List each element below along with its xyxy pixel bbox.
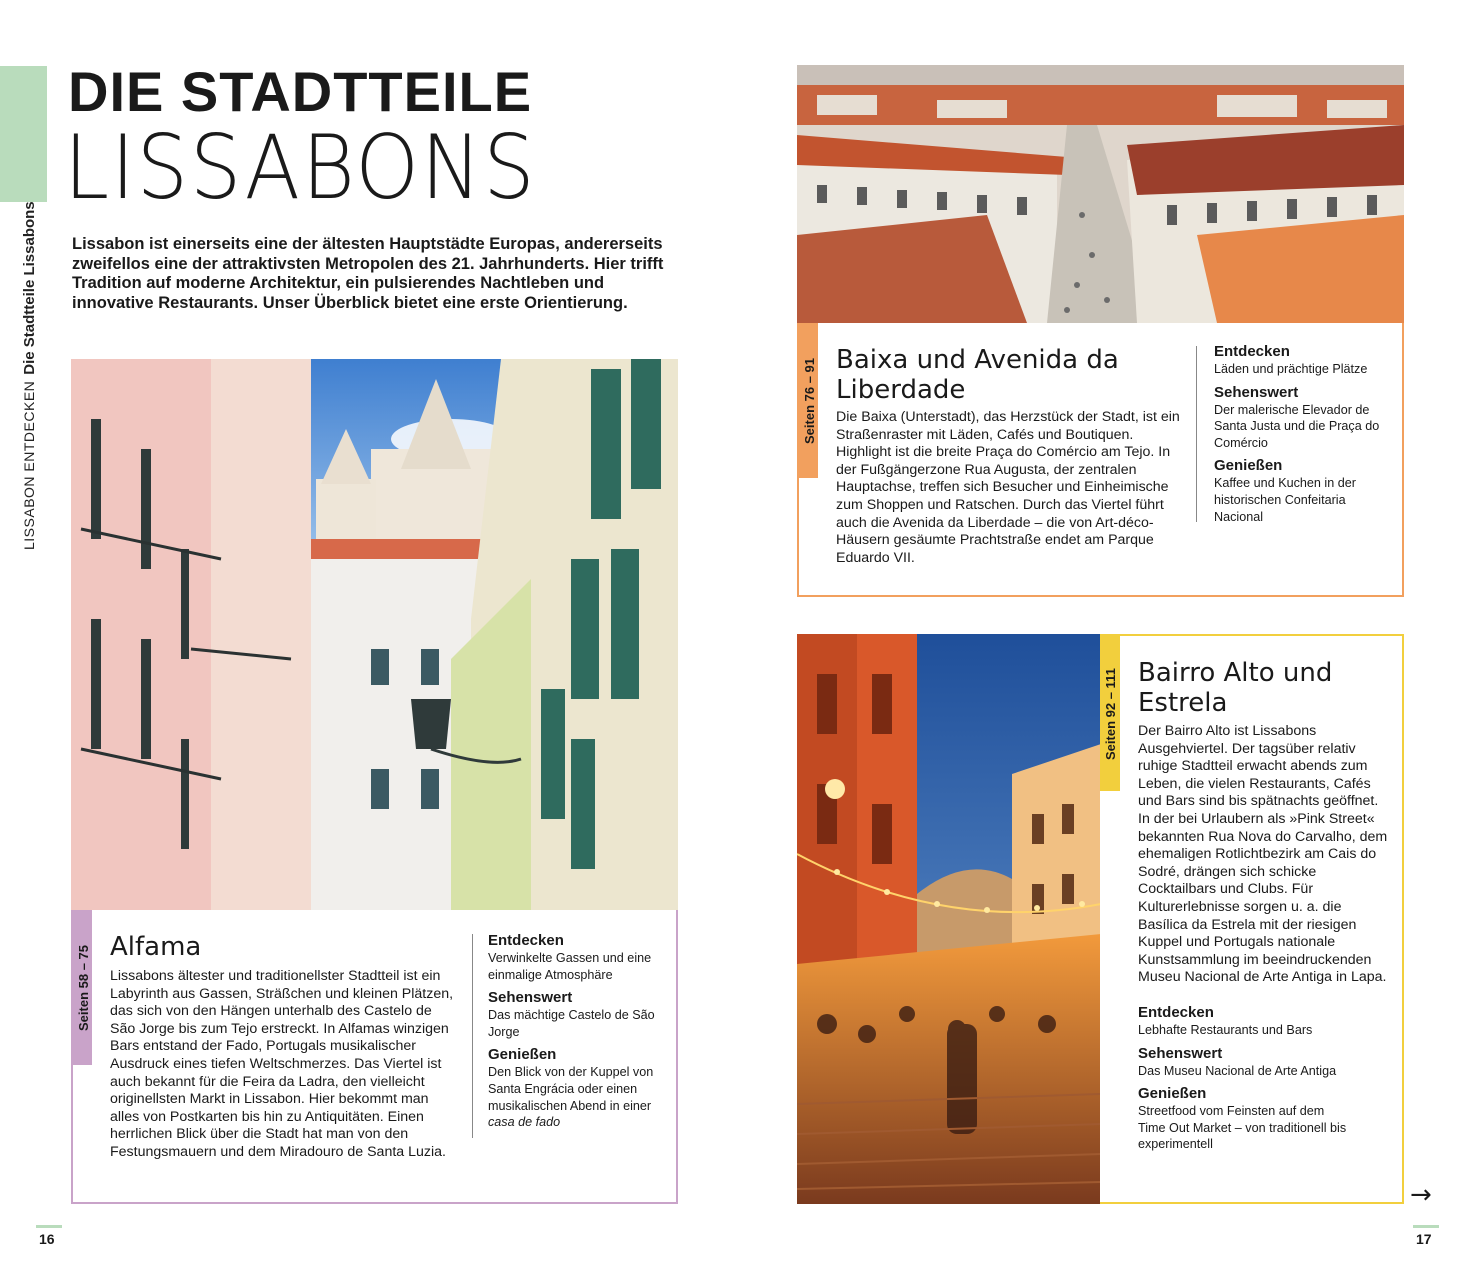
baixa-title: Baixa und Avenida da Liberdade	[836, 345, 1119, 405]
baixa-info	[1214, 343, 1389, 531]
geniessen-text: Kaffee und Kuchen in der historischen Confeitaria Nacional	[1214, 476, 1356, 524]
bairro-card	[1100, 634, 1404, 1204]
next-page-arrow-icon[interactable]: →	[1410, 1180, 1432, 1210]
sehenswert-text: Das Museu Nacional de Arte Antiga	[1138, 1063, 1337, 1078]
page-mark-left	[36, 1225, 62, 1228]
baixa-photo	[797, 65, 1404, 323]
geniessen-emphasis: casa de fado	[488, 1115, 561, 1130]
alfama-divider	[472, 934, 473, 1138]
sehenswert-text: Das mächtige Castelo de São Jorge	[488, 1008, 655, 1039]
alfama-photo	[71, 359, 678, 911]
entdecken-heading: Entdecken	[1138, 1004, 1214, 1021]
alfama-card	[71, 910, 678, 1204]
sehenswert-heading: Sehenswert	[1214, 383, 1299, 401]
baixa-card	[797, 323, 1404, 597]
geniessen-text: Streetfood vom Feinsten auf dem Time Out Market – von traditionell bis experimentell	[1138, 1104, 1347, 1152]
bairro-info	[1138, 1004, 1383, 1159]
baixa-divider	[1196, 346, 1197, 522]
chapter-color-tab	[0, 66, 47, 202]
geniessen-heading: Genießen	[1214, 457, 1283, 475]
chapter-label: Die Stadtteile Lissabons	[21, 201, 38, 375]
entdecken-text: Lebhafte Restaurants und Bars	[1138, 1023, 1313, 1037]
page-number-right: 17	[1416, 1231, 1432, 1247]
entdecken-text: Verwinkelte Gassen und eine einmalige Atmosphäre	[488, 951, 652, 982]
bairro-page-ref: Seiten 92 – 111	[1103, 668, 1118, 760]
bairro-title: Bairro Alto und Estrela	[1138, 658, 1333, 718]
page-mark-right	[1413, 1225, 1439, 1228]
alfama-page-ref: Seiten 58 – 75	[76, 945, 91, 1031]
alfama-info	[488, 932, 663, 1137]
running-head-vertical	[14, 201, 44, 550]
alfama-title: Alfama	[110, 932, 202, 962]
geniessen-heading: Genießen	[1138, 1085, 1207, 1103]
sehenswert-heading: Sehenswert	[488, 989, 573, 1007]
entdecken-heading: Entdecken	[488, 932, 564, 949]
bairro-photo	[797, 634, 1101, 1204]
page-title-line2: LISSABONS	[64, 116, 537, 219]
sehenswert-heading: Sehenswert	[1138, 1044, 1223, 1062]
section-label: LISSABON ENTDECKEN	[21, 380, 37, 550]
page-title-line1: DIE STADTTEILE	[68, 60, 533, 123]
baixa-page-ref: Seiten 76 – 91	[802, 358, 817, 444]
entdecken-text: Läden und prächtige Plätze	[1214, 362, 1368, 376]
bairro-body: Der Bairro Alto ist Lissabons Ausgehviertel. Der tagsüber relativ ruhige Stadtteil erwacht abends zum Leben, die vielen Restaurants, Cafés und Bars sind bis spätnachts geöffnet. In der bei Urlaubern als »Pink Street« bekannten Rua Nova do Carvalho, dem ehemaligen Rotlichtbezirk am Cais do Sodré, drängen sich schicke Cocktailbars und Clubs. Für Kulturerlebnisse sorgen u. a. die Basílica da Estrela mit der riesigen Kuppel und Portugals nationale Kunstsammlung im beeindruckenden Museu Nacional de Arte Antiga in Lapa.	[1138, 723, 1388, 986]
geniessen-text: Den Blick von der Kuppel von Santa Engrácia oder einen musikalischen Abend in einer casa de fado	[488, 1065, 654, 1130]
baixa-body: Die Baixa (Unterstadt), das Herzstück der Stadt, ist ein Straßenraster mit Läden, Cafés und Boutiquen. Highlight ist die breite Praça do Comércio am Tejo. In der Fußgängerzone Rua Augusta, der zentralen Hauptachse, treffen sich Besucher und Einheimische zum Shoppen und Ratschen. Durch das Viertel führt auch die Avenida da Liberdade – die von Art-déco-Häusern gesäumte Prachtstraße endet am Parque Eduardo VII.	[836, 409, 1180, 566]
entdecken-heading: Entdecken	[1214, 343, 1290, 360]
intro-paragraph: Lissabon ist einerseits eine der ältesten Hauptstädte Europas, andererseits zweifellos eine der attraktivsten Metropolen des 21. Jahrhunderts. Hier trifft Tradition auf moderne Architektur, ein pulsierendes Nachtleben und innovative Restaurants. Unser Überblick bietet eine erste Orientierung.	[72, 235, 664, 312]
alfama-body: Lissabons ältester und traditionellster Stadtteil ist ein Labyrinth aus Gassen, Sträßchen und kleinen Plätzen, das sich von den Hängen unterhalb des Castelo de São Jorge bis zum Tejo erstreckt. In Alfamas winzigen Bars entstand der Fado, Portugals musikalischer Ausdruck eines tiefen Weltschmerzes. Das Viertel ist auch bekannt für die Feira da Ladra, den vielleicht originellsten Markt in Lissabon. Hier bekommt man alles von Postkarten bis hin zu Antiquitäten. Einen herrlichen Blick über die Stadt hat man von den Festungsmauern und dem Miradouro de Santa Luzia.	[110, 968, 454, 1160]
sehenswert-text: Der malerische Elevador de Santa Justa und die Praça do Comércio	[1214, 402, 1380, 450]
page-number-left: 16	[39, 1231, 55, 1247]
geniessen-heading: Genießen	[488, 1046, 557, 1064]
